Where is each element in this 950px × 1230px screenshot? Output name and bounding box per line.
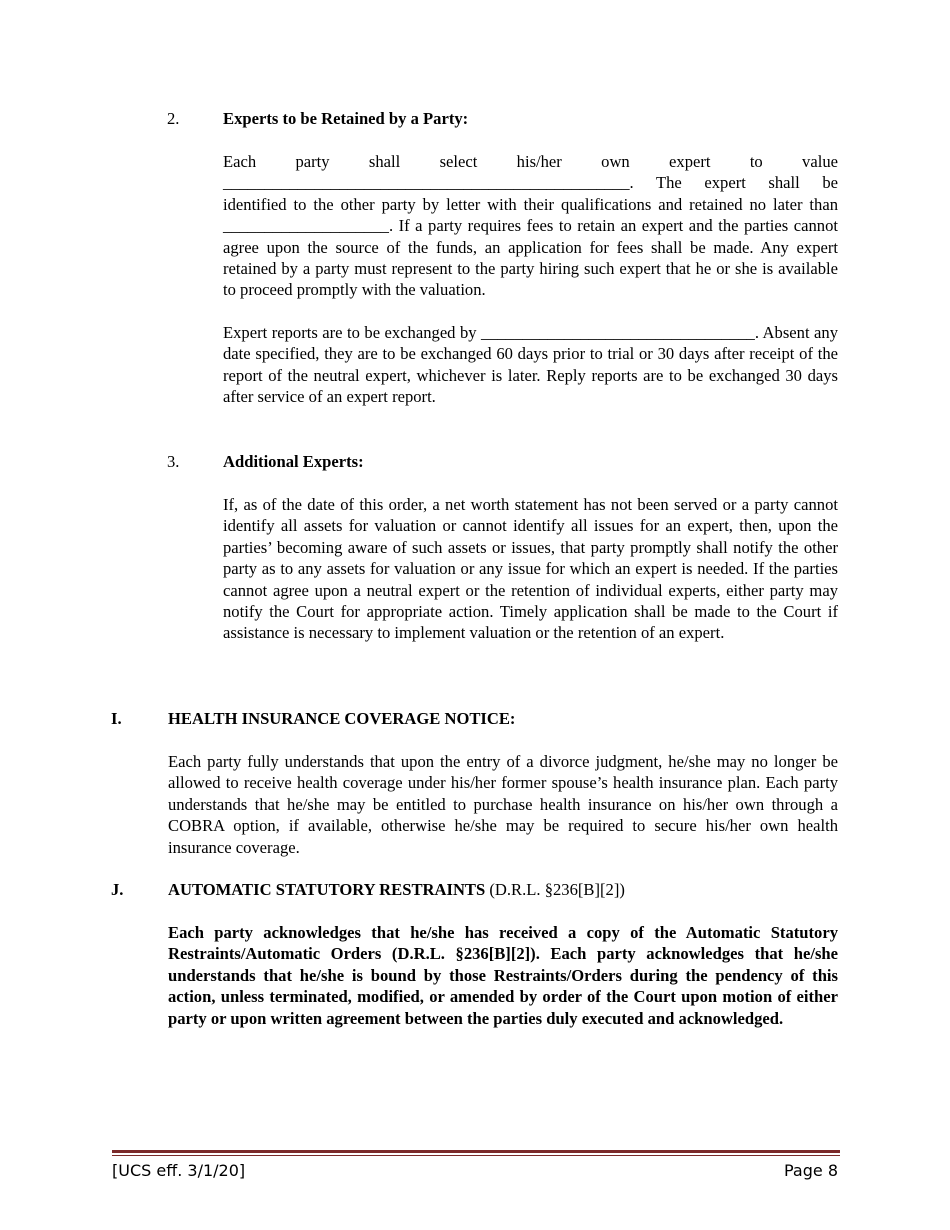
section-3-number: 3. [167,452,180,471]
section-2-line-2: _________________________________________________. The expert shall be [223,173,838,193]
section-2-paragraph-2: Expert reports are to be exchanged by _________________________________. Absent any date specified, they are to be exchanged 60 days prior to trial or 30 days after receipt of the report of the neutral expert, whichever is later. Reply reports are to be exchanged 30 days after service of an expert report. [223,323,838,407]
section-3-heading: Additional Experts: [223,452,364,471]
section-j-heading: AUTOMATIC STATUTORY RESTRAINTS [168,880,486,899]
section-j-heading-line [168,879,625,900]
section-2-word: own [601,152,630,171]
section-2-para-1-rest: identified to the other party by letter with their qualifications and retained no later than ____________________. If a party requires fees to retain an expert and the parties cannot agree upon the source of the funds, an application for fees shall be made. Any expert retained by a party must represent to the party hiring such expert that he or she is available to proceed promptly with the valuation. [223,194,838,300]
footer-version: [UCS eff. 3/1/20] [112,1161,246,1180]
footer-rule-thick [112,1150,840,1153]
section-i-paragraph: Each party fully understands that upon the entry of a divorce judgment, he/she may no longer be allowed to receive health coverage under his/her former spouse’s health insurance plan. Each party understands that he/she may be entitled to purchase health insurance on his/her own through a COBRA option, if available, otherwise he/she may be required to secure his/her own health insurance coverage. [168,752,838,857]
section-2-number: 2. [167,109,180,128]
section-j-letter: J. [111,880,124,899]
section-2-spread-line [223,151,838,172]
section-i-heading: HEALTH INSURANCE COVERAGE NOTICE: [168,709,516,728]
section-j-paragraph: Each party acknowledges that he/she has received a copy of the Automatic Statutory Restraints/Automatic Orders (D.R.L. §236[B][2]). Each party acknowledges that he/she understands that he/she is bound by those Restraints/Orders during the pendency of this action, unless terminated, modified, or amended by order of the Court upon motion of either party or upon written agreement between the parties duly executed and acknowledged. [168,923,838,1028]
footer-rule-thin [112,1155,840,1156]
section-2-word: his/her [516,152,562,171]
section-2-word: value [802,152,838,171]
section-2-word: party [295,152,330,171]
section-2-heading: Experts to be Retained by a Party: [223,109,469,128]
section-2-word: to [749,152,763,171]
section-i-letter: I. [111,709,122,728]
section-2-word: Each [223,152,257,171]
section-2-paragraph-1 [223,151,838,301]
section-j-heading-suffix: (D.R.L. §236[B][2]) [485,880,625,899]
section-3-paragraph: If, as of the date of this order, a net worth statement has not been served or a party cannot identify all assets for valuation or cannot identify all issues for an expert, then, upon the parties’ becoming aware of such assets or issues, that party promptly shall notify the other party as to any assets for valuation or any issue for which an expert is needed. If the parties cannot agree upon a neutral expert or the retention of individual experts, either party may notify the Court for appropriate action. Timely application shall be made to the Court if assistance is necessary to implement valuation or the retention of an expert. [223,495,838,643]
section-2-word: select [439,152,478,171]
footer-page-number: Page 8 [784,1161,838,1180]
section-2-word: expert [669,152,711,171]
section-2-word: shall [368,152,401,171]
